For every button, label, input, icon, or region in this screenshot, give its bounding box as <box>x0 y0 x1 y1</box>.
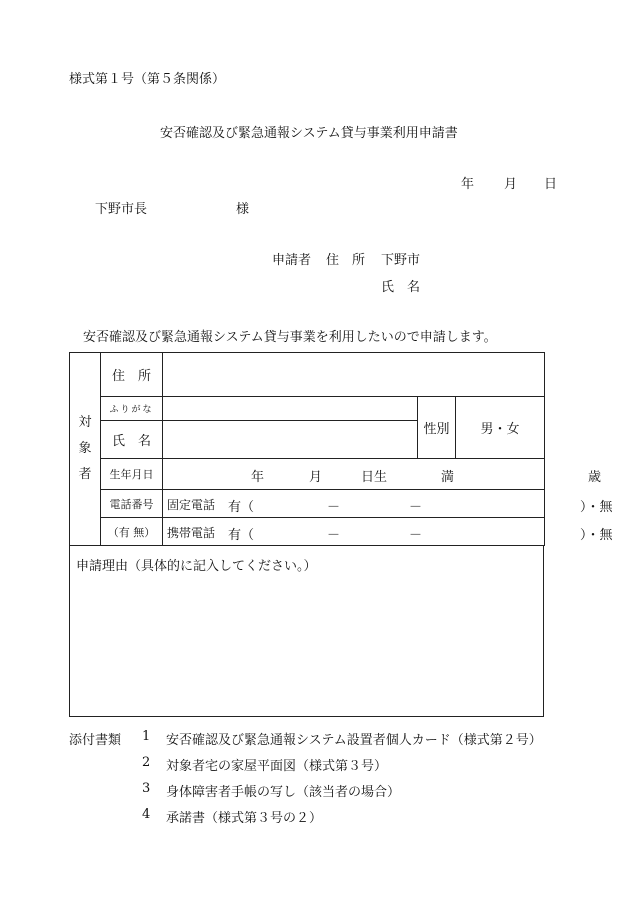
document-title: 安否確認及び緊急通報システム貸与事業利用申請書 <box>160 126 458 141</box>
applicant-address-value: 下野市 <box>381 253 421 268</box>
reason-label: 申請理由（具体的に記入してください。） <box>76 559 317 574</box>
attachment-no: 4 <box>142 807 151 822</box>
age-prefix: 満 <box>441 470 455 485</box>
applicant-address-label: 住 所 <box>326 253 366 268</box>
addressee: 下野市長 <box>95 202 148 217</box>
target-person-table: 対 象 者 住 所 ふりがな 性別 男・女 氏 名 生年月日 年 月 日生 満 歳 電話番号 固定電話 有（ － － ）・無 （有 無） 携帯電話 有（ － － ）・無 <box>69 352 545 546</box>
attachments-label: 添付書類 <box>69 733 122 748</box>
birth-date-field[interactable]: 年 月 日生 満 <box>163 459 545 490</box>
name-field[interactable] <box>163 421 418 459</box>
attachment-item: 安否確認及び緊急通報システム設置者個人カード（様式第２号） <box>166 733 542 748</box>
birth-date-label: 生年月日 <box>101 459 163 490</box>
age-suffix: 歳 <box>588 470 602 485</box>
attachment-no: 1 <box>142 729 151 744</box>
mobile-field[interactable]: 携帯電話 有（ － － <box>163 518 545 546</box>
target-person-side-label: 対 象 者 <box>70 353 101 546</box>
attachment-item: 承諾書（様式第３号の２） <box>166 811 323 826</box>
name-label: 氏 名 <box>101 421 163 459</box>
mobile-label: 携帯電話 <box>167 526 216 540</box>
address-field[interactable] <box>163 353 545 397</box>
attachment-item: 身体障害者手帳の写し（該当者の場合） <box>166 785 401 800</box>
date-year-label: 年 <box>461 177 475 192</box>
applicant-label: 申請者 <box>272 253 312 268</box>
date-day-label: 日 <box>544 177 558 192</box>
applicant-name-label: 氏 名 <box>381 280 421 295</box>
addressee-suffix: 様 <box>236 202 250 217</box>
application-statement: 安否確認及び緊急通報システム貸与事業を利用したいので申請します。 <box>83 330 497 345</box>
sex-field[interactable]: 男・女 <box>456 397 545 459</box>
address-label: 住 所 <box>101 353 163 397</box>
form-number: 様式第１号（第５条関係） <box>69 72 226 87</box>
attachment-item: 対象者宅の家屋平面図（様式第３号） <box>166 759 388 774</box>
phone-sub-label: （有 無） <box>101 518 163 546</box>
date-month-label: 月 <box>504 177 518 192</box>
landline-label: 固定電話 <box>167 498 216 512</box>
sex-label: 性別 <box>418 397 456 459</box>
attachment-no: 3 <box>142 781 151 796</box>
landline-field[interactable]: 固定電話 有（ － － <box>163 490 545 518</box>
reason-field[interactable] <box>69 545 544 717</box>
phone-label: 電話番号 <box>101 490 163 518</box>
furigana-label: ふりがな <box>101 397 163 421</box>
furigana-field[interactable] <box>163 397 418 421</box>
attachment-no: 2 <box>142 755 151 770</box>
